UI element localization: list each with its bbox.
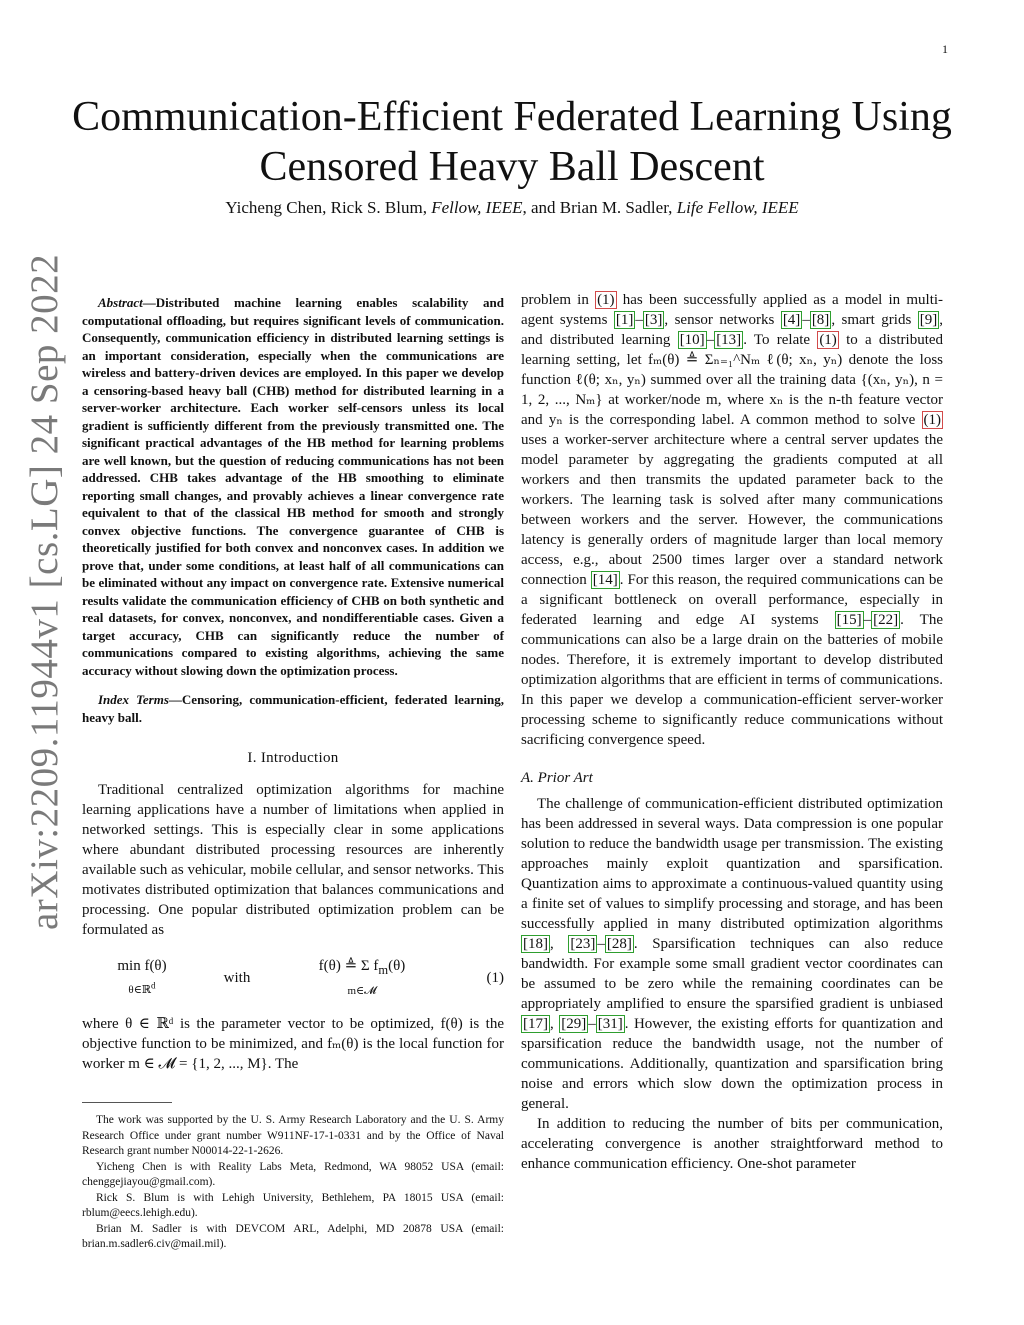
citation-link[interactable]: [8] (811, 312, 830, 328)
footnote-rule (82, 1102, 172, 1103)
paper-title (60, 92, 964, 192)
equation-lhs (82, 956, 202, 1001)
citation-link[interactable]: [4] (782, 312, 801, 328)
equation-1 (82, 952, 504, 1004)
left-column (82, 290, 504, 1074)
text-span: The challenge of communication-efficient distributed optimization has been addressed in several ways. Data compression is one popular solution to reduce the bandwidth usage per transmission. The existing approaches mainly exploit quantization and sparsification. Quantization aims to approximate a continuous-valued quantity using a finite set of values to simplify processing and storage, and has been successfully applied in many distributed optimization algorithms (521, 796, 943, 932)
text-span: . However, the existing efforts for quantization and sparsification reduce the bandwidth usage, not the number of communications. Additionally, quantization and sparsification bring noise and errors which slow down the optimization process in general. (521, 1016, 943, 1112)
equation-reference-link[interactable]: (1) (597, 292, 615, 308)
footnotes (82, 1113, 504, 1253)
citation-link[interactable]: [3] (644, 312, 663, 328)
intro-paragraph-1: Traditional centralized optimization algorithms for machine learning applications have a number of limitations when applied in networked settings. This is especially clear in some applications where abundant distributed processing resources are inherently available such as vehicular, mobile cellular, and sensor networks. This motivates distributed optimization that balances communications and processing. One popular distributed optimization problem can be formulated as (82, 782, 504, 938)
text-span: . The communications can also be a large drain on the batteries of mobile nodes. Therefore, it is extremely important to develop distributed optimization algorithms that are efficient in terms of communications. In this paper we develop a communication-efficient server-worker processing scheme to significantly reduce communications without sacrificing convergence speed. (521, 612, 943, 748)
authors-part-1: Yicheng Chen, Rick S. Blum, (225, 198, 427, 217)
citation-link[interactable]: [15] (836, 612, 862, 628)
abstract-text: Distributed machine learning enables scalability and computational offloading, but requires significant levels of communication. Consequently, communication efficiency in distributed learning settings is an important consideration, especially when the communications are wireless and battery-driven devices are employed. In this paper we develop a censoring-based heavy ball (CHB) method for distributed learning in a server-worker architecture. Each worker self-censors unless its local gradient is sufficiently different from the previously transmitted one. The significant practical advantages of the HB method for learning problems are well known, but the question of reducing communications has not been addressed. CHB takes advantage of the HB smoothing to eliminate reporting small changes, and provably achieves a linear convergence rate equivalent to that of the classical HB method for smooth and strongly convex objective functions. The convergence guarantee of CHB is theoretically justified for both convex and nonconvex cases. In addition we prove that, under some conditions, at least half of all communications can be eliminated without any impact on convergence rate. Extensive numerical results validate the communication efficiency of CHB on both synthetic and real datasets, for convex, nonconvex, and nondifferentiable cases. Given a target accuracy, CHB can significantly reduce the number of communications compared to existing algorithms, achieving the same accuracy without slowing down the optimization process. (82, 295, 504, 678)
index-terms: Index Terms—Censoring, communication-efficient, federated learning, heavy ball. (82, 692, 504, 725)
abstract-label: Abstract (98, 295, 143, 310)
text-span: . For this reason, the required communications can be a significant bottleneck on overall performance, especially in federated learning and edge AI systems (521, 572, 944, 628)
authors-part-2: , and Brian M. Sadler, (522, 198, 673, 217)
equation-rhs-subscript: m (378, 962, 389, 977)
equation-lhs-sub: θ∈ℝ (128, 984, 151, 997)
citation-link[interactable]: [31] (597, 1016, 623, 1032)
text-span: uses a worker-server architecture where a central server updates the model parameter by aggregating the gradients computed at all workers and then transmits the updated parameter back to the workers. The learning task is solved after many communications between workers and the server. However, the communications latency is generally orders of magnitude larger than local memory access, e.g., about 2500 times larger over a standard network connection (521, 432, 943, 588)
index-terms-label: Index Terms (98, 692, 169, 707)
citation-link[interactable]: [17] (523, 1016, 548, 1032)
text-span: to a distributed learning setting, let fₘ(θ) ≜ Σₙ₌₁^Nₘ ℓ(θ; xₙ, yₙ) denote the loss function ℓ(θ; xₙ, yₙ) summed over all the training data {(xₙ, yₙ), n = 1, 2, ..., Nₘ} at worker/node m, where xₙ is the n-th feature vector and yₙ is the corresponding label. A common method to solve (521, 332, 944, 428)
index-terms-text: Censoring, communication-efficient, federated learning, heavy ball. (82, 692, 504, 725)
equation-rhs (272, 956, 452, 1001)
text-span: has been successfully applied as a model in multi-agent systems (521, 292, 944, 328)
citation-link[interactable]: [10] (679, 332, 705, 348)
author-role-1: Fellow, IEEE (431, 198, 523, 217)
author-role-2: Life Fellow, IEEE (676, 198, 799, 217)
author-line (60, 198, 964, 218)
citation-link[interactable]: [28] (606, 936, 632, 952)
footnote-author-3: Brian M. Sadler is with DEVCOM ARL, Adelphi, MD 20878 USA (email: brian.m.sadler6.civ@mail.mil). (82, 1222, 504, 1250)
right-paragraph-1: problem in (1) has been successfully applied as a model in multi-agent systems [1] – [3] , sensor networks [4] – [8] , smart grids [9] , and distributed learning [10] – [13] . To relate (1) to a distributed learning setting, let fₘ(θ) ≜ Σₙ₌₁^Nₘ ℓ(θ; xₙ, yₙ) denote the loss function ℓ(θ; xₙ, yₙ) summed over all the training data {(xₙ, yₙ), n = 1, 2, ..., Nₘ} at worker/node m, where xₙ is the n-th feature vector and yₙ is the corresponding label. A common method to solve (1) uses a worker-server architecture where a central server updates the model parameter by aggregating the gradients computed at all workers and then transmits the updated parameter back to the workers. The learning task is solved after many communications between workers and the server. However, the communications latency is generally orders of magnitude larger than local memory access, e.g., about 2500 times larger over a standard network connection [14] . For this reason, the required communications can be a significant bottleneck on overall performance, especially in federated learning and edge AI systems [15] – [22] . The communications can also be a large drain on the batteries of mobile nodes. Therefore, it is extremely important to develop distributed optimization algorithms that are efficient in terms of communications. In this paper we develop a communication-efficient server-worker processing scheme to significantly reduce communications without sacrificing convergence speed. (521, 292, 944, 748)
equation-rhs-tail: (θ) (388, 957, 406, 974)
text-span: . To relate (743, 332, 811, 348)
page-number: 1 (942, 42, 948, 56)
citation-link[interactable]: [22] (873, 612, 899, 628)
footnote-funding: The work was supported by the U. S. Army Research Laboratory and the U. S. Army Research Office under grant number W911NF-17-1-0331 and by the Office of Naval Research grant number N00014-22-1-2626. (82, 1114, 504, 1157)
equation-rhs-text: f(θ) ≜ Σ f (318, 957, 379, 974)
right-paragraph-2: The challenge of communication-efficient distributed optimization has been addressed in several ways. Data compression is one popular solution to reduce the bandwidth usage per transmission. The existing approaches mainly exploit quantization and sparsification. Quantization aims to approximate a continuous-valued quantity using a finite set of values to simplify processing and storage, and has been successfully applied in many distributed optimization algorithms [18] , [23] – [28] . Sparsification techniques can also reduce bandwidth. For example some small gradient vector coordinates can be assumed to be zero while the remaining coordinates can be appropriately amplified to ensure the sparsified gradient is unbiased [17] , [29] – [31] . However, the existing efforts for quantization and sparsification reduce the bandwidth usage, not the number of communications. Additionally, quantization and sparsification bring noise and errors which slow down the optimization process in general. (521, 796, 944, 1112)
citation-link[interactable]: [14] (592, 572, 618, 588)
text-span: , smart grids (831, 312, 912, 328)
citation-link[interactable]: [13] (716, 332, 742, 348)
right-paragraph-3: In addition to reducing the number of bits per communication, accelerating convergence is another straightforward method to enhance communication efficiency. One-shot parameter (521, 1116, 943, 1172)
section-heading-introduction: I. Introduction (247, 750, 339, 766)
arxiv-stamp: arXiv:2209.11944v1 [cs.LG] 24 Sep 2022 (23, 253, 66, 930)
equation-reference-link[interactable]: (1) (923, 412, 942, 428)
intro-paragraph-2: where θ ∈ ℝᵈ is the parameter vector to be optimized, f(θ) is the objective function to be minimized, and fₘ(θ) is the local function for worker m ∈ 𝓜 = {1, 2, ..., M}. The (82, 1016, 504, 1072)
text-span: , and distributed learning (521, 312, 943, 348)
abstract: Abstract—Distributed machine learning enables scalability and computational offloading, but requires significant levels of communication. Consequently, communication efficiency in distributed learning settings is an important consideration, especially when the communications are wireless and battery-driven devices are employed. In this paper we develop a censoring-based heavy ball (CHB) method for distributed learning in a server-worker architecture. Each worker self-censors unless its local gradient is sufficiently different from the previously transmitted one. The significant practical advantages of the HB method for learning problems are well known, but the question of reducing communications has not been addressed. CHB takes advantage of the HB smoothing to eliminate reporting small changes, and provably achieves a linear convergence rate equivalent to that of the classical HB method for smooth and strongly convex objective functions. The convergence guarantee of CHB is theoretically justified for both convex and nonconvex cases. In addition we prove that, under some conditions, at least half of all communications can be eliminated without any impact on convergence rate. Extensive numerical results validate the communication efficiency of CHB on both synthetic and real datasets, for convex, nonconvex, and nondifferentiable cases. Given a target accuracy, CHB can significantly reduce the number of communications compared to existing algorithms, achieving the same accuracy without slowing down the optimization process. (82, 295, 504, 678)
equation-number: (1) (486, 970, 504, 986)
equation-with: with (223, 970, 251, 986)
text-span: , sensor networks (664, 312, 775, 328)
equation-lhs-subscript (128, 980, 156, 997)
footnote-author-1: Yicheng Chen is with Reality Labs Meta, Redmond, WA 98052 USA (email: chenggejiayou@gmail.com). (82, 1160, 504, 1188)
text-span: . Sparsification techniques can also reduce bandwidth. For example some small gradient vector coordinates can be assumed to be zero while the remaining coordinates can be appropriately amplified to ensure the sparsified gradient is unbiased (521, 936, 944, 1012)
subsection-heading-prior-art: A. Prior Art (521, 770, 593, 786)
citation-link[interactable]: [29] (561, 1016, 587, 1032)
equation-sum-subscript: m∈𝓜 (347, 984, 377, 997)
citation-link[interactable]: [23] (570, 936, 596, 952)
equation-lhs-text: min f(θ) (117, 957, 167, 974)
equation-reference-link[interactable]: (1) (819, 332, 837, 348)
equation-lhs-sup: d (150, 980, 156, 991)
footnote-author-2: Rick S. Blum is with Lehigh University, Bethlehem, PA 18015 USA (email: rblum@eecs.lehigh.edu). (82, 1191, 504, 1219)
citation-link[interactable]: [18] (523, 936, 548, 952)
title-line-2: Censored Heavy Ball Descent (259, 144, 765, 190)
text-span: problem in (521, 292, 589, 308)
citation-link[interactable]: [9] (919, 312, 938, 328)
citation-link[interactable]: [1] (615, 312, 634, 328)
right-column (521, 290, 943, 1174)
title-line-1: Communication-Efficient Federated Learning Using (72, 94, 952, 140)
